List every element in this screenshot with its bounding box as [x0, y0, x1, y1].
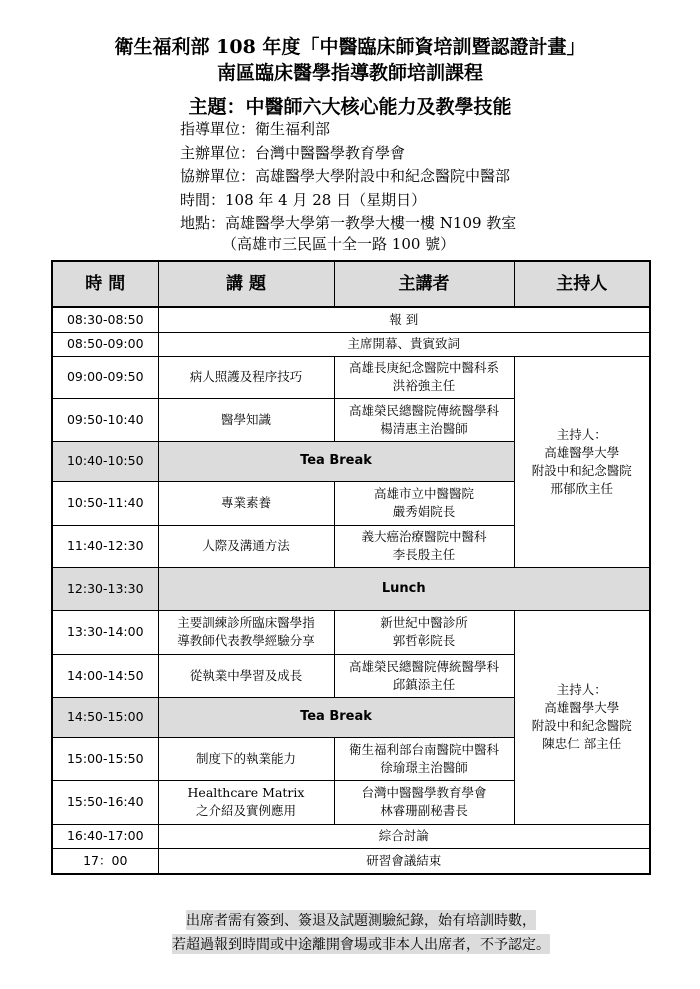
speaker-name: 林睿珊副秘書長	[380, 803, 468, 818]
host-affiliation: 附設中和紀念醫院	[531, 462, 632, 478]
topic-line: 之介紹及實例應用	[195, 803, 296, 818]
speaker-affiliation: 高雄榮民總醫院傳統醫學科	[348, 402, 499, 418]
schedule-table	[51, 260, 651, 875]
time-cell: 10:50-11:40	[52, 481, 158, 525]
speaker-affiliation: 台灣中醫醫學教育學會	[361, 785, 487, 800]
event-address: （高雄市三民區十全一路 100 號）	[222, 235, 456, 253]
time-cell: 15:00-15:50	[52, 737, 158, 780]
host-cell-morning	[514, 356, 650, 567]
speaker-cell	[334, 481, 514, 525]
topic-line: 主要訓練診所臨床醫學指	[177, 615, 315, 630]
header-time: 時 間	[52, 261, 158, 307]
table-row	[52, 332, 650, 356]
speaker-cell	[334, 525, 514, 567]
table-row	[52, 567, 650, 610]
notice-line-2: 若超過報到時間或中途離開會場或非本人出席者，不予認定。	[172, 934, 550, 954]
time-cell: 08:50-09:00	[52, 332, 158, 356]
speaker-affiliation: 高雄長庚紀念醫院中醫科系	[348, 360, 499, 375]
host-label: 主持人：	[556, 426, 607, 442]
header-speaker: 主講者	[334, 261, 514, 307]
time-cell: 09:50-10:40	[52, 398, 158, 441]
host-name: 陳忠仁 部主任	[542, 736, 622, 751]
topic-cell: 制度下的執業能力	[158, 737, 334, 780]
supervisor-unit: 指導單位：衛生福利部	[180, 120, 331, 138]
speaker-name: 郭哲彰院長	[392, 633, 456, 648]
speaker-name: 楊清惠主治醫師	[380, 420, 468, 436]
speaker-affiliation: 高雄榮民總醫院傳統醫學科	[348, 658, 499, 674]
table-row	[52, 307, 650, 332]
topic-cell: 醫學知識	[158, 398, 334, 441]
host-affiliation: 高雄醫學大學	[544, 444, 620, 460]
header-host: 主持人	[514, 261, 650, 307]
table-row	[52, 610, 650, 654]
speaker-name: 嚴秀娟院長	[392, 504, 456, 519]
speaker-cell	[334, 610, 514, 654]
break-cell: Tea Break	[158, 441, 514, 481]
host-label: 主持人：	[556, 682, 607, 697]
table-row	[52, 824, 650, 848]
organizer-unit: 主辦單位：台灣中醫醫學教育學會	[180, 144, 406, 162]
topic-cell: 專業素養	[158, 481, 334, 525]
time-cell: 17：00	[52, 848, 158, 874]
break-cell: Tea Break	[158, 697, 514, 737]
merged-cell: 研習會議結束	[158, 848, 650, 874]
lunch-cell: Lunch	[158, 567, 650, 610]
speaker-affiliation: 義大癌治療醫院中醫科	[361, 529, 487, 544]
time-cell: 16:40-17:00	[52, 824, 158, 848]
speaker-affiliation: 衛生福利部台南醫院中醫科	[348, 741, 499, 757]
speaker-cell	[334, 356, 514, 398]
table-header-row	[52, 261, 650, 307]
speaker-cell	[334, 398, 514, 441]
table-row	[52, 848, 650, 874]
time-cell: 15:50-16:40	[52, 780, 158, 824]
speaker-cell	[334, 780, 514, 824]
document-title: 衛生福利部 108 年度「中醫臨床師資培訓暨認證計畫」	[114, 36, 586, 58]
time-cell: 09:00-09:50	[52, 356, 158, 398]
host-cell-afternoon	[514, 610, 650, 824]
speaker-name: 李長殷主任	[392, 547, 456, 562]
time-cell: 12:30-13:30	[52, 567, 158, 610]
time-cell: 10:40-10:50	[52, 441, 158, 481]
event-location: 地點：高雄醫學大學第一教學大樓一樓 N109 教室	[180, 214, 517, 232]
event-time: 時間：108 年 4 月 28 日（星期日）	[180, 191, 427, 209]
topic-heading: 主題：中醫師六大核心能力及教學技能	[188, 96, 512, 118]
topic-line: 導教師代表教學經驗分享	[177, 633, 315, 648]
topic-cell: 病人照護及程序技巧	[158, 356, 334, 398]
co-organizer-unit: 協辦單位：高雄醫學大學附設中和紀念醫院中醫部	[180, 167, 511, 185]
speaker-cell	[334, 654, 514, 697]
topic-cell	[158, 780, 334, 824]
merged-cell: 報 到	[158, 307, 650, 332]
merged-cell: 主席開幕、貴賓致詞	[158, 332, 650, 356]
time-cell: 11:40-12:30	[52, 525, 158, 567]
host-affiliation: 附設中和紀念醫院	[531, 718, 632, 733]
time-cell: 08:30-08:50	[52, 307, 158, 332]
speaker-affiliation: 高雄市立中醫醫院	[373, 486, 474, 501]
speaker-affiliation: 新世紀中醫診所	[380, 615, 468, 630]
topic-cell: 人際及溝通方法	[158, 525, 334, 567]
time-cell: 13:30-14:00	[52, 610, 158, 654]
topic-cell	[158, 610, 334, 654]
time-cell: 14:50-15:00	[52, 697, 158, 737]
table-row	[52, 356, 650, 398]
topic-line: Healthcare Matrix	[187, 785, 305, 800]
notice-line-1: 出席者需有簽到、簽退及試題測驗紀錄，始有培訓時數，	[186, 910, 536, 930]
host-affiliation: 高雄醫學大學	[544, 700, 620, 715]
header-topic: 講 題	[158, 261, 334, 307]
host-name: 邢郁欣主任	[550, 480, 613, 496]
speaker-cell	[334, 737, 514, 780]
speaker-name: 徐瑜璟主治醫師	[380, 759, 468, 775]
time-cell: 14:00-14:50	[52, 654, 158, 697]
speaker-name: 洪裕強主任	[392, 378, 456, 393]
course-title: 南區臨床醫學指導教師培訓課程	[216, 62, 483, 84]
speaker-name: 邱鎮添主任	[392, 676, 456, 692]
merged-cell: 綜合討論	[158, 824, 650, 848]
topic-cell: 從執業中學習及成長	[158, 654, 334, 697]
